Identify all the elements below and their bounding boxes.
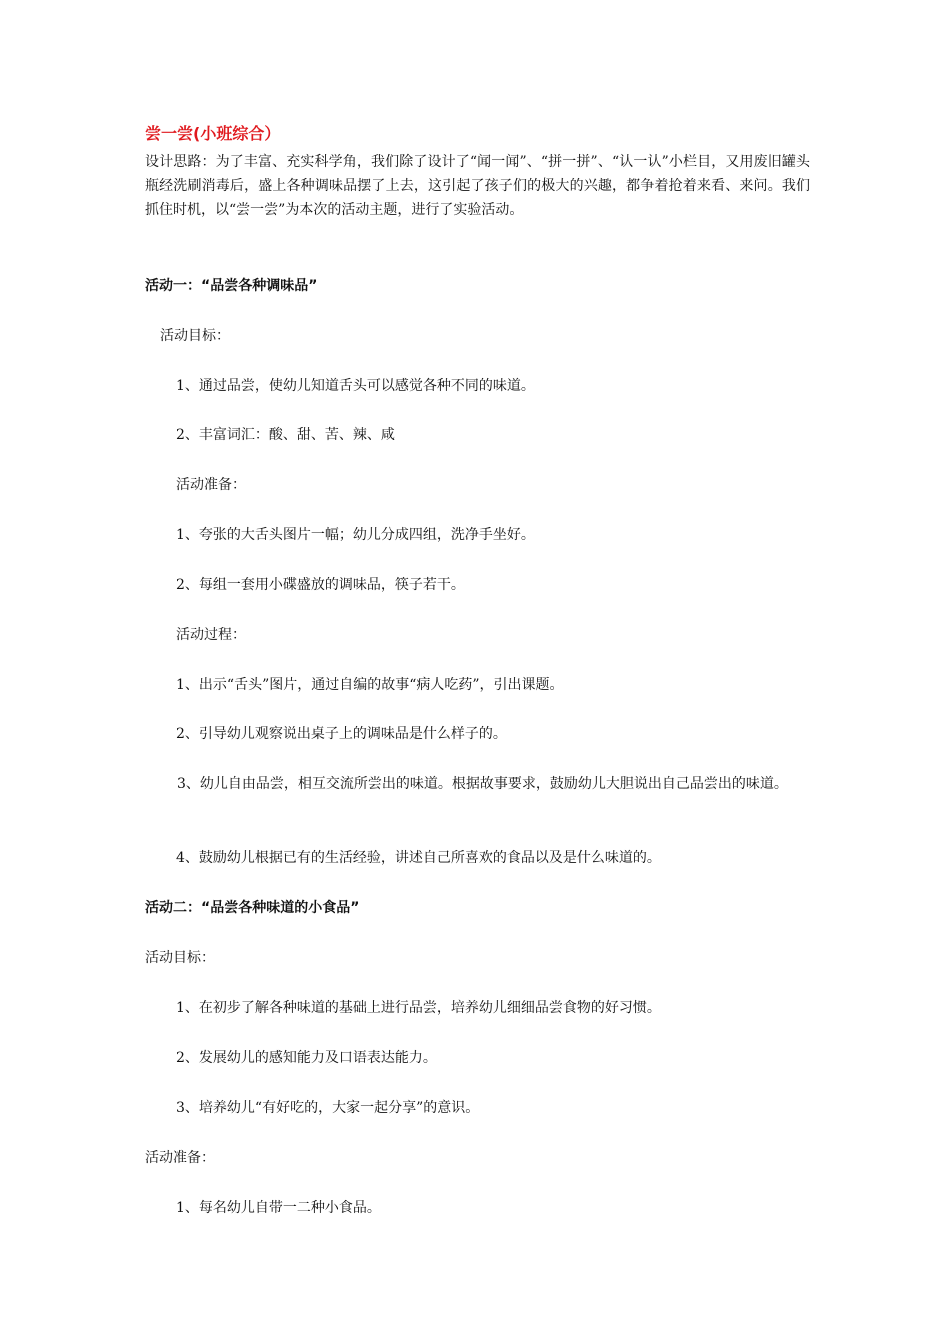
document-title: 尝一尝(小班综合） xyxy=(145,124,281,143)
activity1-process-item: 3、幼儿自由品尝，相互交流所尝出的味道。根据故事要求，鼓励幼儿大胆说出自己品尝出的味道。 xyxy=(177,776,788,792)
activity1-heading: 活动一：“品尝各种调味品” xyxy=(145,278,318,294)
intro-paragraph: 设计思路：为了丰富、充实科学角，我们除了设计了“闻一闻”、“拼一拼”、“认一认”小栏目，又用废旧罐头瓶经洗刷消毒后，盛上各种调味品摆了上去，这引起了孩子们的极大的兴趣，都争着抢着来看、来问。我们抓住时机，以“尝一尝”为本次的活动主题，进行了实验活动。 xyxy=(145,154,810,218)
activity2-goal-item: 3、培养幼儿“有好吃的，大家一起分享”的意识。 xyxy=(176,1100,480,1116)
activity2-heading: 活动二：“品尝各种味道的小食品” xyxy=(145,900,360,916)
activity1-goals-label: 活动目标： xyxy=(160,328,230,344)
activity2-prep-item: 1、每名幼儿自带一二种小食品。 xyxy=(176,1200,381,1216)
activity2-prep-label: 活动准备： xyxy=(145,1150,215,1166)
activity1-process-item: 2、引导幼儿观察说出桌子上的调味品是什么样子的。 xyxy=(176,726,507,742)
activity1-prep-item: 2、每组一套用小碟盛放的调味品，筷子若干。 xyxy=(176,577,465,593)
activity2-goal-item: 2、发展幼儿的感知能力及口语表达能力。 xyxy=(176,1050,437,1066)
activity1-goal-item: 2、丰富词汇：酸、甜、苦、辣、咸 xyxy=(176,427,395,443)
activity1-prep-label: 活动准备： xyxy=(176,477,246,493)
activity2-goal-item: 1、在初步了解各种味道的基础上进行品尝，培养幼儿细细品尝食物的好习惯。 xyxy=(176,1000,661,1016)
activity1-process-label: 活动过程： xyxy=(176,627,246,643)
activity1-goal-item: 1、通过品尝，使幼儿知道舌头可以感觉各种不同的味道。 xyxy=(176,378,535,394)
activity2-goals-label: 活动目标： xyxy=(145,950,215,966)
activity1-process-item: 1、出示“舌头”图片，通过自编的故事“病人吃药”，引出课题。 xyxy=(176,677,564,693)
activity1-prep-item: 1、夸张的大舌头图片一幅；幼儿分成四组，洗净手坐好。 xyxy=(176,527,535,543)
activity1-process-item: 4、鼓励幼儿根据已有的生活经验，讲述自己所喜欢的食品以及是什么味道的。 xyxy=(176,850,661,866)
